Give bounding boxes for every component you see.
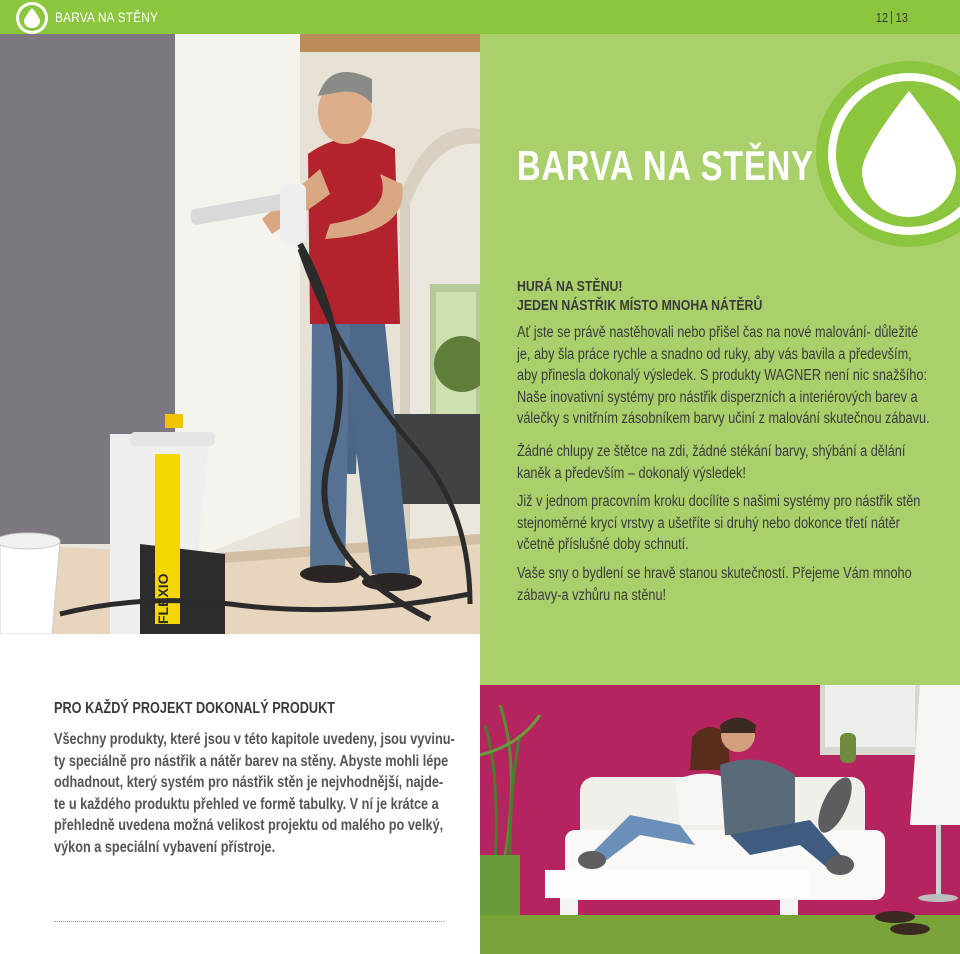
page-title: BARVA NA STĚNY	[517, 142, 814, 189]
text-line: odhadnout, který systém pro nástřik stěn je nejvhodnější, najde-	[54, 774, 444, 792]
paragraph-result	[517, 441, 943, 484]
text-line: výkon a speciální vybavení přístroje.	[54, 838, 276, 856]
page-numbers	[876, 10, 908, 25]
text-line: válečky s vnitřním zásobníkem barvy učiní z malování skutečnou zábavu.	[517, 410, 930, 427]
text-line: Žádné chlupy ze štětce na zdi, žádné stékání barvy, shýbání a dělání	[517, 443, 906, 460]
text-line: kaněk a především – dokonalý výsledek!	[517, 464, 746, 482]
paragraph-systems	[517, 491, 943, 556]
text-line: Naše inovativní systémy pro nástřik disperzních a interiérových barev a	[517, 388, 918, 406]
machine-brand-label: FLEXIO	[155, 573, 171, 624]
page-number-left: 12	[875, 10, 889, 25]
subheading	[517, 277, 762, 315]
text-line: přehledně uvedena možná velikost projektu od malého po velký,	[54, 817, 444, 835]
photo-couple	[480, 685, 960, 954]
text-line: aby přinesla dokonalý výsledek. S produkty WAGNER není nic snažšího:	[517, 367, 927, 384]
paragraph-intro	[517, 322, 943, 430]
header-bar	[0, 0, 960, 34]
subheading-line: HURÁ NA STĚNU!	[517, 278, 623, 295]
text-line: Vaše sny o bydlení se hravě stanou skutečností. Přejeme Vám mnoho	[517, 565, 912, 582]
text-line: včetně příslušné doby schnutí.	[517, 536, 689, 553]
product-heading: PRO KAŽDÝ PROJEKT DOKONALÝ PRODUKT	[54, 700, 336, 717]
product-text	[54, 729, 455, 859]
intro-panel	[480, 34, 960, 685]
section-title: BARVA NA STĚNY	[55, 9, 159, 25]
paragraph-closing	[517, 563, 943, 606]
subheading-line: JEDEN NÁSTŘIK MÍSTO MNOHA NÁTĚRŮ	[517, 297, 763, 314]
text-line: zábavy-a vzhůru na stěnu!	[517, 586, 667, 604]
text-line: stejnoměrné krycí vrstvy a ušetříte si druhý nebo dokonce třetí nátěr	[517, 514, 900, 532]
text-line: Ať jste se právě nastěhovali nebo přišel čas na nové malování- důležité	[517, 324, 919, 341]
text-line: je, aby šla práce rychle a snadno od ruky, aby vás bavila a především,	[517, 345, 912, 363]
divider	[54, 921, 444, 922]
text-line: Všechny produkty, které jsou v této kapitole uvedeny, jsou vyvinu-	[54, 731, 455, 748]
header-logo	[16, 2, 48, 34]
drop-badge	[816, 61, 960, 247]
water-drop-icon	[862, 91, 956, 217]
photo-painter	[0, 34, 480, 634]
water-drop-icon	[24, 8, 40, 28]
text-line: Již v jednom pracovním kroku docílíte s našimi systémy pro nástřik stěn	[517, 493, 921, 510]
page-number-right: 13	[895, 10, 908, 25]
text-line: te u každého produktu přehled ve formě tabulky. V ní je krátce a	[54, 795, 439, 813]
text-line: ty speciálně pro nástřik a nátěr barev na stěny. Abyste mohli lépe	[54, 752, 449, 770]
